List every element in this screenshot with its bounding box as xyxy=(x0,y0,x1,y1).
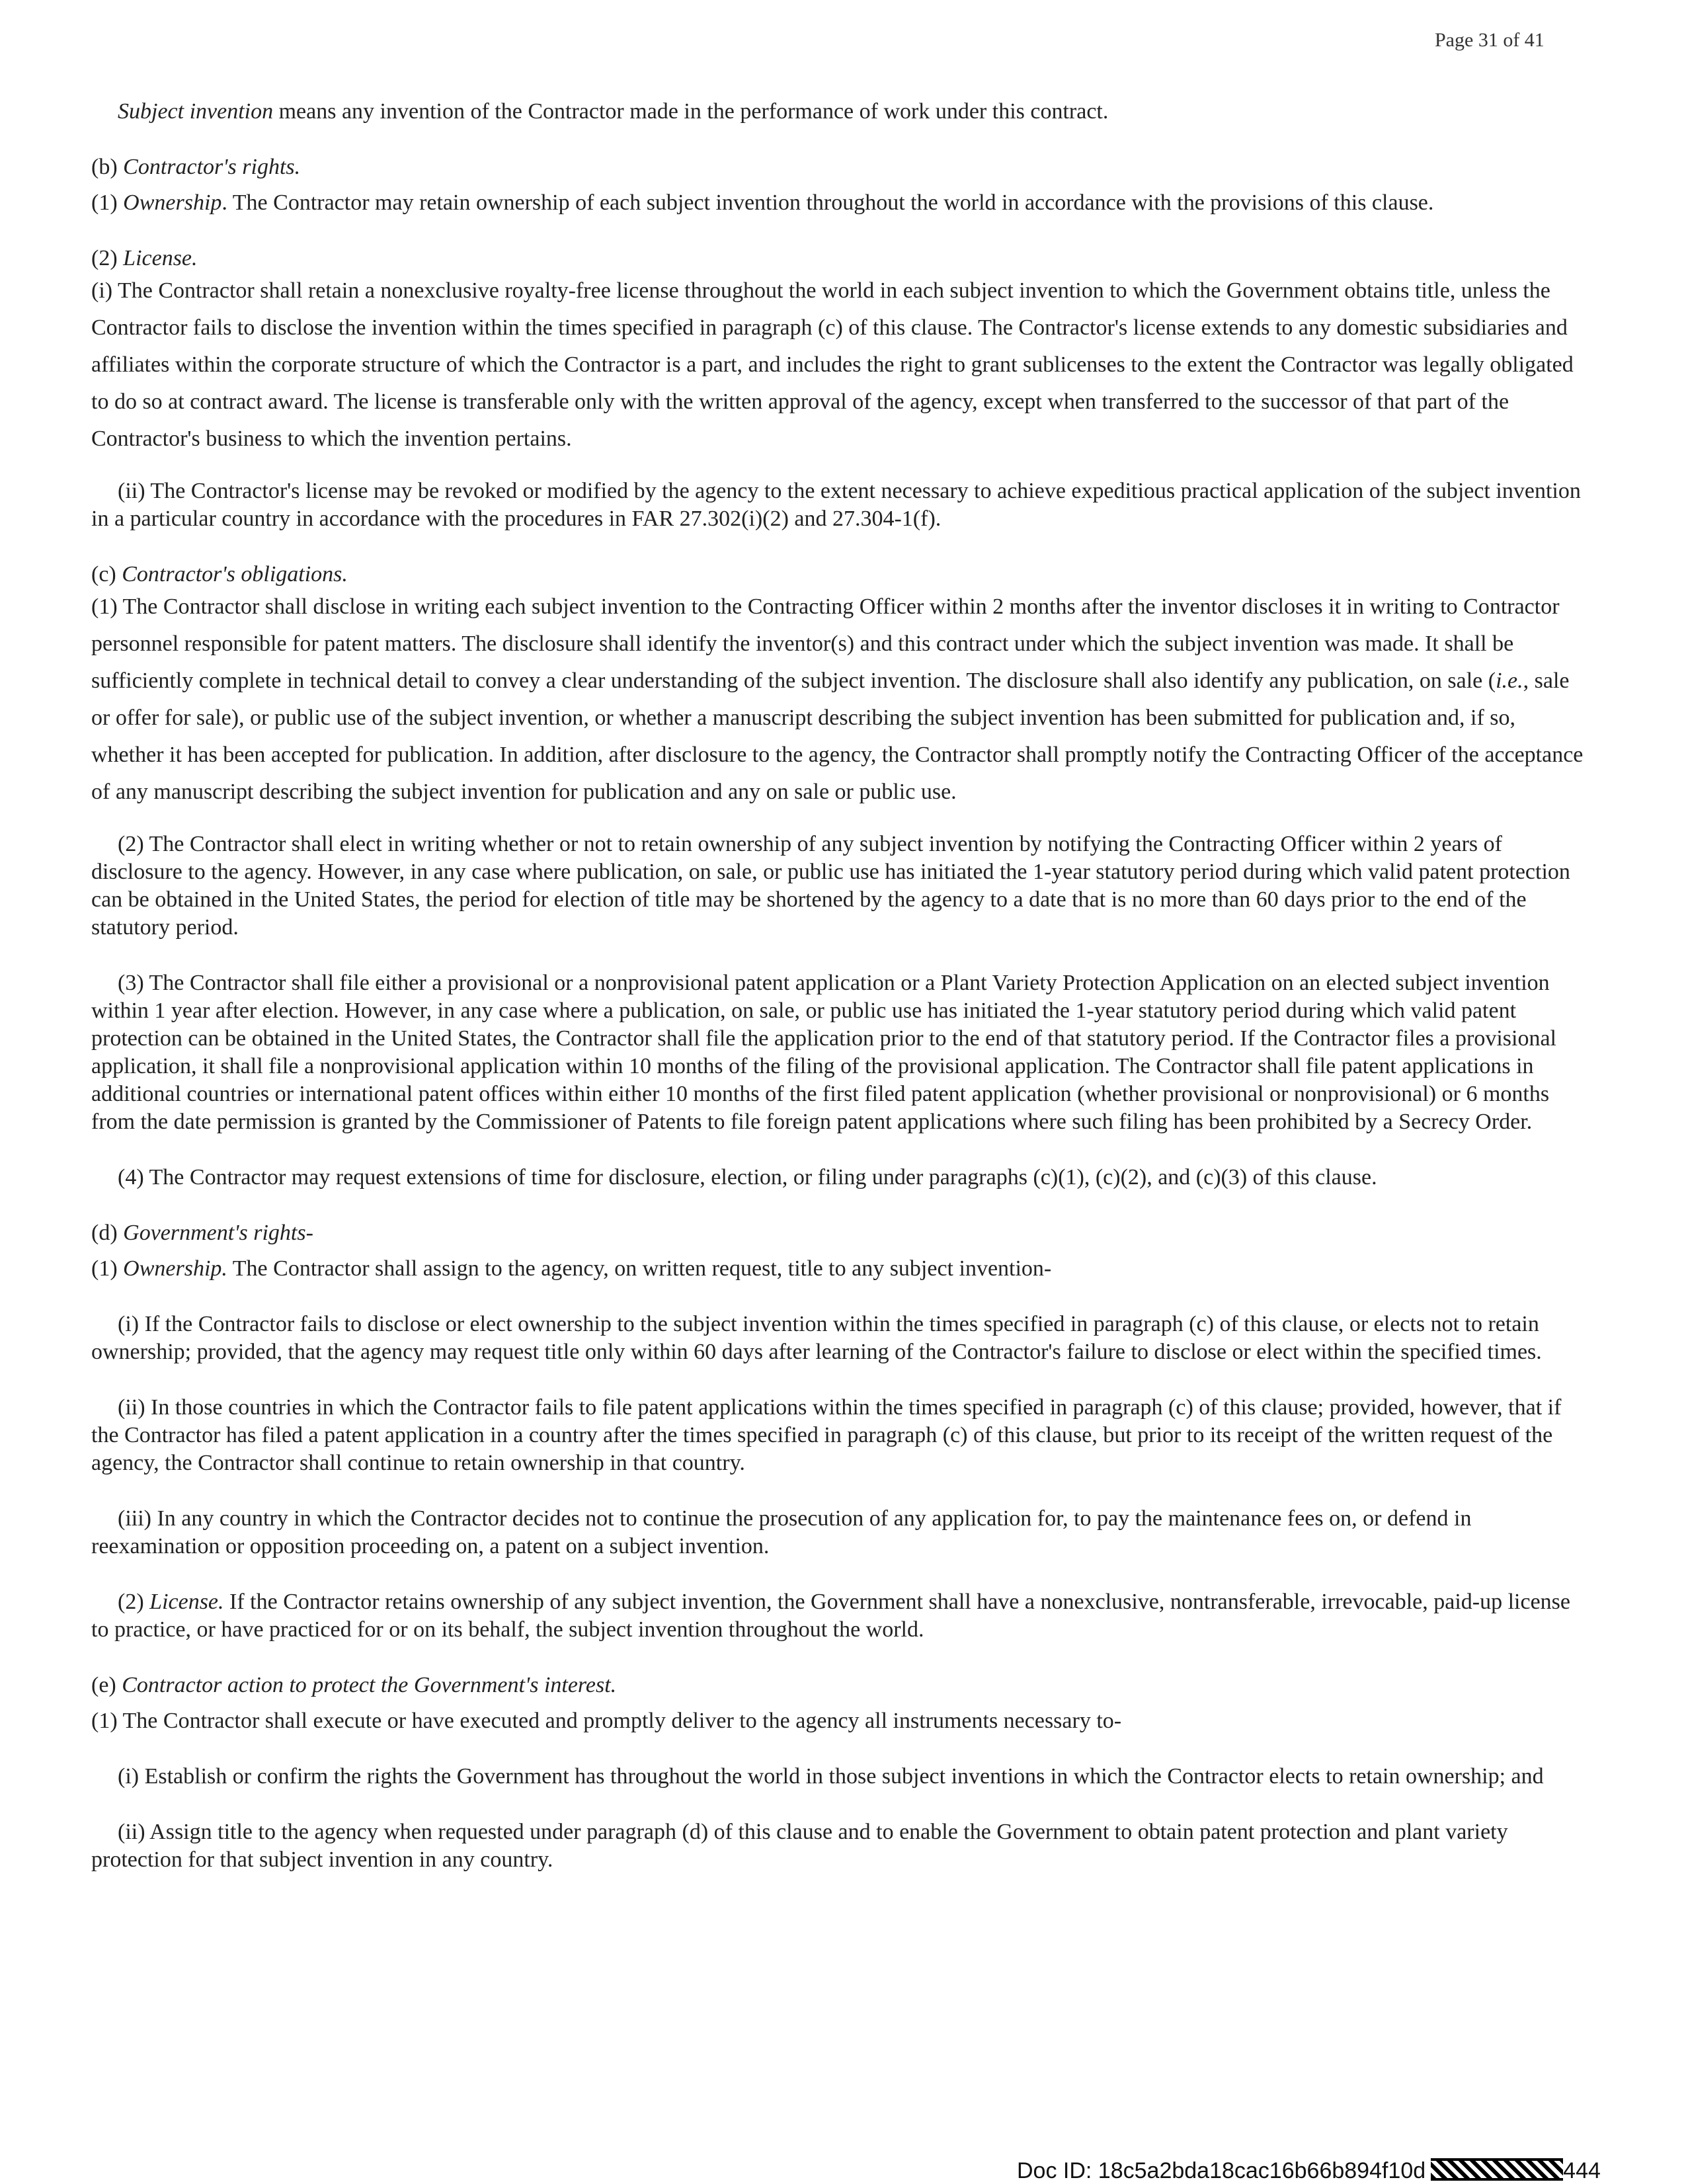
paragraph-b1 xyxy=(91,189,1587,217)
section-number: (c) xyxy=(91,562,122,586)
paragraph-e1-ii: (ii) Assign title to the agency when requested under paragraph (d) of this clause and to enable the Government to obtain patent protection and plant variety protection for that subject invention in any country. xyxy=(91,1820,1508,1872)
section-b-heading xyxy=(91,153,1587,181)
section-c-heading xyxy=(91,561,1587,588)
paragraph-label: Ownership. xyxy=(123,1256,227,1281)
paragraph-number: (2) xyxy=(118,1590,150,1614)
defined-term: Subject invention xyxy=(118,99,274,124)
paragraph-c1 xyxy=(91,588,1587,811)
paragraph-d1-ii: (ii) In those countries in which the Contractor fails to file patent applications within the times specified in paragraph (c) of this clause; provided, however, that if the Contractor has filed a patent application in a country after the times specified in paragraph (c) of this clause, but prior to its receipt of the written request of the agency, the Contractor shall continue to retain ownership in that country. xyxy=(91,1395,1562,1475)
paragraph-c4: (4) The Contractor may request extensions of time for disclosure, election, or filing under paragraphs (c)(1), (c)(2), and (c)(3) of this clause. xyxy=(118,1165,1377,1190)
section-title: Contractor's obligations. xyxy=(122,562,348,586)
paragraph-c2: (2) The Contractor shall elect in writing whether or not to retain ownership of any subject invention by notifying the Contracting Officer within 2 years of disclosure to the agency. However, in any case where publication, on sale, or public use has initiated the 1-year statutory period during which valid patent protection can be obtained in the United States, the period for election of title may be shortened by the agency to a date that is no more than 60 days prior to the end of the statutory period. xyxy=(91,832,1570,940)
section-number: (d) xyxy=(91,1221,124,1245)
paragraph-b2-ii: (ii) The Contractor's license may be revoked or modified by the agency to the extent necessary to achieve expeditious practical application of the subject invention in a particular country in accordance with the procedures in FAR 27.302(i)(2) and 27.304-1(f). xyxy=(91,479,1581,531)
definition-paragraph xyxy=(91,98,1587,126)
redaction-mark xyxy=(1431,2158,1563,2181)
document-body xyxy=(91,98,1587,1874)
paragraph-d1-i: (i) If the Contractor fails to disclose or elect ownership to the subject invention within the times specified in paragraph (c) of this clause, or elects not to retain ownership; provided, that the agency may request title only within 60 days after learning of the Contractor's failure to disclose or elect within the specified times. xyxy=(91,1312,1542,1364)
paragraph-c3: (3) The Contractor shall file either a provisional or a nonprovisional patent application or a Plant Variety Protection Application on an elected subject invention within 1 year after election. However, in any case where a publication, on sale, or public use has initiated the 1-year statutory period during which valid patent protection can be obtained in the United States, the Contractor shall file the application prior to the end of that statutory period. If the Contractor files a provisional application, it shall file a nonprovisional application within 10 months of the filing of the provisional application. The Contractor shall file patent applications in additional countries or international patent offices within either 10 months of the first filed patent application (whether provisional or nonprovisional) or 6 months from the date permission is granted by the Commissioner of Patents to file foreign patent applications where such filing has been prohibited by a Secrecy Order. xyxy=(91,971,1556,1134)
doc-id-text: Doc ID: 18c5a2bda18cac16b66b894f10d xyxy=(1017,2158,1426,2183)
section-d-heading xyxy=(91,1219,1587,1247)
paragraph-e1: (1) The Contractor shall execute or have executed and promptly deliver to the agency all instruments necessary to- xyxy=(91,1709,1122,1733)
paragraph-label: Ownership xyxy=(123,190,222,215)
section-number: (e) xyxy=(91,1673,122,1697)
paragraph-text: . The Contractor may retain ownership of each subject invention throughout the world in accordance with the provisions of this clause. xyxy=(221,190,1434,215)
doc-id-suffix: 444 xyxy=(1563,2158,1601,2183)
paragraph-d1-iii: (iii) In any country in which the Contractor decides not to continue the prosecution of any application for, to pay the maintenance fees on, or defend in reexamination or opposition proceeding on, a patent on a subject invention. xyxy=(91,1506,1472,1558)
section-number: (b) xyxy=(91,155,124,179)
paragraph-d1 xyxy=(91,1255,1587,1283)
paragraph-number: (1) xyxy=(91,190,124,215)
section-e-heading xyxy=(91,1672,1587,1699)
paragraph-label: License. xyxy=(149,1590,224,1614)
paragraph-number: (1) xyxy=(91,1256,124,1281)
section-title: Government's rights- xyxy=(123,1221,313,1245)
paragraph-e1-i: (i) Establish or confirm the rights the Government has throughout the world in those subject inventions in which the Contractor elects to retain ownership; and xyxy=(118,1764,1544,1789)
definition-text: means any invention of the Contractor made in the performance of work under this contract. xyxy=(273,99,1109,124)
page-number: Page 31 of 41 xyxy=(1435,29,1545,51)
paragraph-b2-i: (i) The Contractor shall retain a nonexclusive royalty-free license throughout the world in each subject invention to which the Government obtains title, unless the Contractor fails to disclose the invention within the times specified in paragraph (c) of this clause. The Contractor's license extends to any domestic subsidiaries and affiliates within the corporate structure of which the Contractor is a part, and includes the right to grant sublicenses to the extent the Contractor was legally obligated to do so at contract award. The license is transferable only with the written approval of the agency, except when transferred to the successor of that part of the Contractor's business to which the invention pertains. xyxy=(91,278,1574,451)
section-title: Contractor action to protect the Government's interest. xyxy=(122,1673,617,1697)
paragraph-d2 xyxy=(91,1588,1587,1644)
paragraph-text: (1) The Contractor shall disclose in writing each subject invention to the Contracting Officer within 2 months after the inventor discloses it in writing to Contractor personnel responsible for patent matters. The disclosure shall identify the inventor(s) and this contract under which the subject invention was made. It shall be sufficiently complete in technical detail to convey a clear understanding of the subject invention. The disclosure shall also identify any publication, on sale ( xyxy=(91,594,1560,693)
section-title: Contractor's rights. xyxy=(123,155,301,179)
paragraph-number: (2) xyxy=(91,246,124,270)
abbreviation: i.e. xyxy=(1496,668,1523,693)
paragraph-text: If the Contractor retains ownership of any subject invention, the Government shall have a nonexclusive, nontransferable, irrevocable, paid-up license to practice, or have practiced for or on its behalf, the subject invention throughout the world. xyxy=(91,1590,1570,1642)
paragraph-text: The Contractor shall assign to the agency, on written request, title to any subject invention- xyxy=(227,1256,1052,1281)
paragraph-label: License. xyxy=(123,246,198,270)
footer-doc-id xyxy=(1017,2158,1601,2184)
paragraph-b2-heading xyxy=(91,245,1587,272)
paragraph-text: , sale or offer for sale), or public use of the subject invention, or whether a manuscript describing the subject invention has been submitted for publication and, if so, whether it has been accepted for publication. In addition, after disclosure to the agency, the Contractor shall promptly notify the Contracting Officer of the acceptance of any manuscript describing the subject invention for publication and any on sale or public use. xyxy=(91,668,1584,804)
